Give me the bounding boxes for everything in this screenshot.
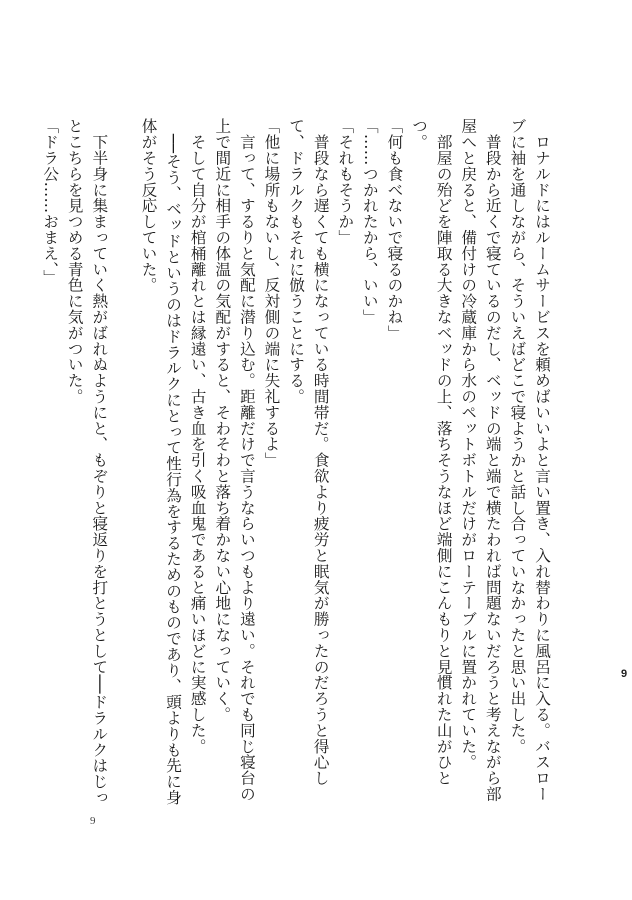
paragraph: 下半身に集まっていく熱がばれぬようにと、もぞりと寝返りを打とうとして──ドラルクはじっとこちらを見つめる青色に気がついた。: [65, 118, 109, 806]
paragraph: ロナルドにはルームサービスを頼めばいいよと言い置き、入れ替わりに風呂に入る。バスローブに袖を通しながら、そういえばどこで寝ようかと話し合っていなかったと思い出した。: [508, 118, 551, 802]
paragraph: そして自分が棺桶離れとは縁遠い、古き血を引く吸血鬼であると痛いほどに実感した。: [188, 118, 207, 754]
paragraph: 普段から近くで寝ているのだし、ベッドの端と端で横たわれば問題ないだろうと考えながら部屋へと戻ると、備付けの冷蔵庫から水のペットボトルだけがローテーブルに置かれていた。: [459, 118, 502, 802]
dialogue-line: 「ドラ公……おまえ、」: [41, 118, 60, 286]
paragraph: 言って、するりと気配に潜り込む。距離だけで言うならいつもより遠い。それでも同じ寝台の上で間近に相手の体温の気配がすると、そわそわと落ち着かない心地になっていく。: [213, 118, 256, 802]
paragraph: ──そう、ベッドというのはドラルクにとって性行為をするためのものであり、頭よりも先に身体がそう反応していた。: [139, 118, 183, 806]
dialogue-line: 「何も食べないで寝るのかね」: [385, 118, 404, 341]
vertical-body-text: [41, 118, 554, 808]
scene-break: [111, 118, 136, 808]
dialogue-line: 「……つかれたから、いい」: [360, 118, 379, 325]
edge-page-number: 9: [621, 668, 628, 680]
page-number: 9: [90, 815, 96, 827]
dialogue-line: 「それもそうか」: [336, 118, 355, 246]
paragraph: 部屋の殆どを陣取る大きなベッドの上、落ちそうなほど端側にこんもりと見慣れた山がひとつ。: [410, 118, 453, 786]
paragraph: 普段なら遅くても横になっている時間帯だ。食欲より疲労と眠気が勝ったのだろうと得心して、ドラルクもそれに倣うことにする。: [287, 118, 330, 786]
dialogue-line: 「他に場所もないし、反対側の端に失礼するよ」: [262, 118, 281, 468]
